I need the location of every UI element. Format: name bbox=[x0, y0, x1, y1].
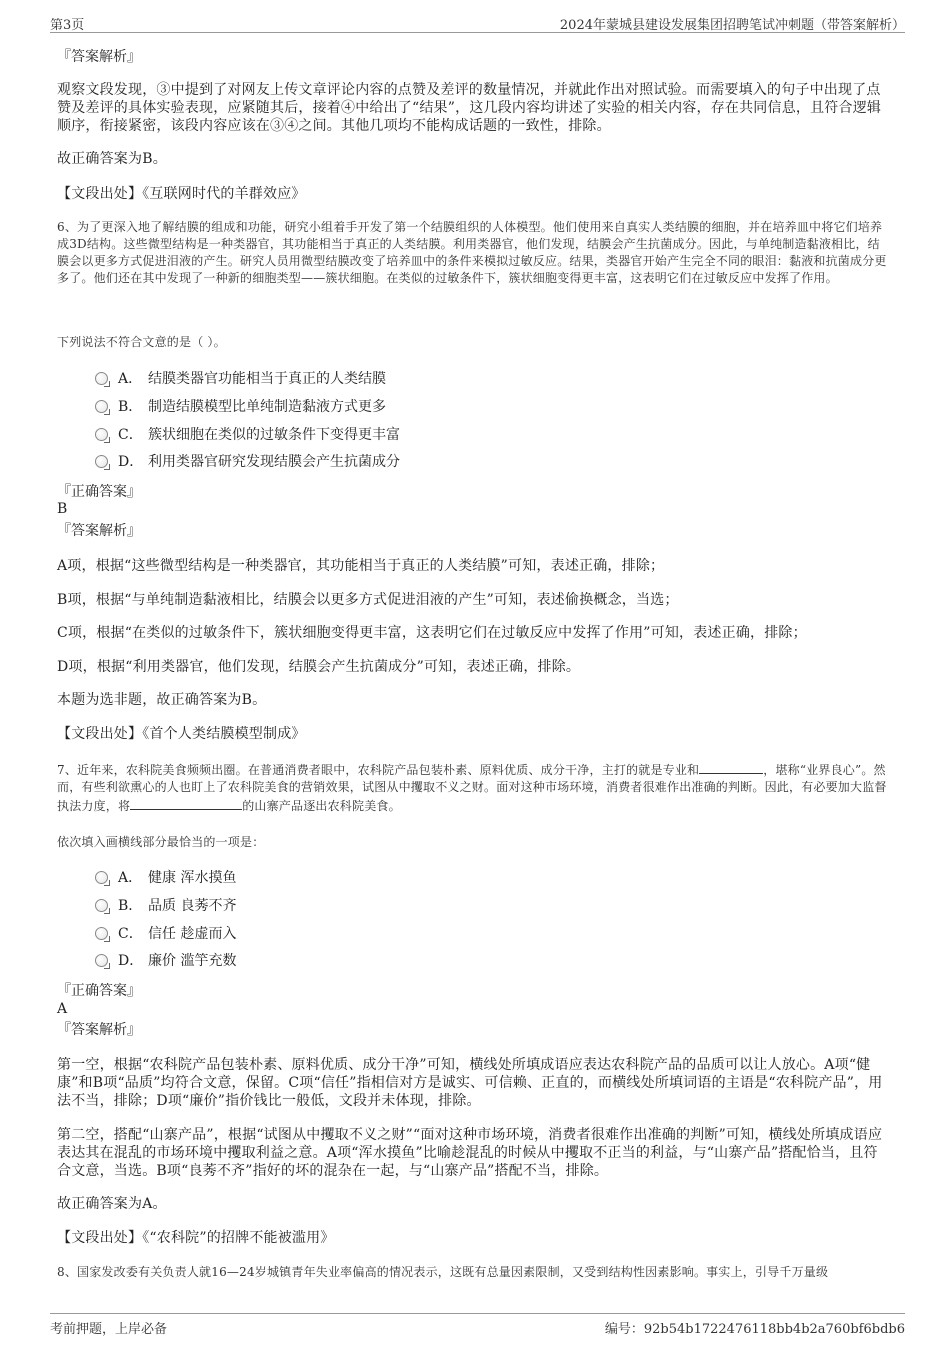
q6-analysis-b: B项，根据“与单纯制造黏液相比，结膜会以更多方式促进泪液的产生”可知，表述偷换概念，当选； bbox=[57, 592, 679, 608]
radio-icon[interactable] bbox=[95, 400, 108, 413]
radio-icon[interactable] bbox=[95, 428, 108, 441]
q6-option-a[interactable]: A． 结膜类器官功能相当于真正的人类结膜 bbox=[95, 369, 386, 389]
q6-option-d[interactable]: D． 利用类器官研究发现结膜会产生抗菌成分 bbox=[95, 452, 400, 472]
document-title: 2024年蒙城县建设发展集团招聘笔试冲刺题（带答案解析） bbox=[559, 18, 905, 33]
footer-slogan: 考前押题，上岸必备 bbox=[50, 1322, 168, 1337]
radio-icon[interactable] bbox=[95, 372, 108, 385]
q6-source: 【文段出处】《首个人类结膜模型制成》 bbox=[57, 726, 306, 742]
q6-option-c[interactable]: C． 簇状细胞在类似的过敏条件下变得更丰富 bbox=[95, 425, 400, 445]
q7-option-b[interactable]: B． 品质 良莠不齐 bbox=[95, 896, 236, 916]
q7-option-a[interactable]: A． 健康 浑水摸鱼 bbox=[95, 868, 236, 888]
document-id: 编号：92b54b1722476118bb4b2a760bf6bdb6 bbox=[604, 1322, 905, 1337]
q6-analysis-a: A项，根据“这些微型结构是一种类器官，其功能相当于真正的人类结膜”可知，表述正确，排除； bbox=[57, 558, 665, 574]
q6-stem: 6、为了更深入地了解结膜的组成和功能，研究小组着手开发了第一个结膜组织的人体模型。他们使用来自真实人类结膜的细胞，并在培养皿中将它们培养成3D结构。这些微型结构是一种类器官，其功能相当于真正的人类结膜。利用类器官，他们发现，结膜会产生抗菌成分。因此，与单纯制造黏液相比，结膜会以更多方式促进泪液的产生。研究人员用微型结膜改变了培养皿中的条件来模拟过敏反应。结果，类器官开始产生完全不同的眼泪：黏液和抗菌成分更多了。他们还在其中发现了一种新的细胞类型——簇状细胞。在类似的过敏条件下，簇状细胞变得更丰富，这表明它们在过敏反应中发挥了作用。 bbox=[57, 220, 887, 285]
q7-option-c[interactable]: C． 信任 趁虚而入 bbox=[95, 924, 236, 944]
q5-analysis-p1: 观察文段发现，③中提到了对网友上传文章评论内容的点赞及差评的数量情况，并就此作出对照试验。而需要填入的句子中出现了点赞及差评的具体实验表现，应紧随其后，接着④中给出了“结果”，这几段内容均讲述了实验的相关内容，存在共同信息，且符合逻辑顺序，衔接紧密，该段内容应该在③④之间。其他几项均不能构成话题的一致性，排除。 bbox=[57, 82, 882, 134]
q7-answer: A bbox=[57, 1001, 68, 1017]
page-header bbox=[50, 14, 905, 33]
q6-analysis-d: D项，根据“利用类器官，他们发现，结膜会产生抗菌成分”可知，表述正确，排除。 bbox=[57, 659, 581, 675]
blank-2 bbox=[130, 796, 242, 810]
q5-analysis-label: 『答案解析』 bbox=[57, 49, 141, 65]
q7-question: 依次填入画横线部分最恰当的一项是： bbox=[57, 835, 265, 849]
radio-icon[interactable] bbox=[95, 455, 108, 468]
q7-analysis-p3: 故正确答案为A。 bbox=[57, 1196, 167, 1212]
page-footer bbox=[50, 1313, 905, 1336]
q7-analysis-p2: 第二空，搭配“山寨产品”，根据“试图从中攫取不义之财”“面对这种市场环境，消费者很难作出准确的判断”可知，横线处所填成语应表达其在混乱的市场环境中攫取利益之意。A项“浑水摸鱼”比喻趁混乱的时候从中攫取不正当的利益，与“山寨产品”搭配恰当，且符合文意，当选。B项“良莠不齐”指好的坏的混杂在一起，与“山寨产品”搭配不当，排除。 bbox=[57, 1127, 883, 1179]
q6-analysis-label: 『答案解析』 bbox=[57, 523, 141, 539]
radio-icon[interactable] bbox=[95, 954, 108, 967]
page-number: 第3页 bbox=[50, 18, 85, 33]
q6-answer-label: 『正确答案』 bbox=[57, 484, 141, 500]
q7-analysis-p1: 第一空，根据“农科院产品包装朴素、原料优质、成分干净”可知，横线处所填成语应表达农科院产品的品质可以让人放心。A项“健康”和B项“品质”均符合文意，保留。C项“信任”指相信对方是诚实、可信赖、正直的，而横线处所填词语的主语是“农科院产品”，用法不当，排除；D项“廉价”指价钱比一般低，文段并未体现，排除。 bbox=[57, 1057, 883, 1109]
q6-answer: B bbox=[57, 501, 68, 517]
q7-option-d[interactable]: D． 廉价 滥竽充数 bbox=[95, 951, 236, 971]
q6-question: 下列说法不符合文意的是（ ）。 bbox=[57, 335, 226, 349]
q8-stem: 8、国家发改委有关负责人就16—24岁城镇青年失业率偏高的情况表示，这既有总量因素限制，又受到结构性因素影响。事实上，引导千万量级 bbox=[57, 1265, 829, 1279]
radio-icon[interactable] bbox=[95, 871, 108, 884]
q6-option-b[interactable]: B． 制造结膜模型比单纯制造黏液方式更多 bbox=[95, 397, 386, 417]
blank-1 bbox=[699, 760, 763, 774]
q7-analysis-label: 『答案解析』 bbox=[57, 1022, 141, 1038]
q5-analysis-p2: 故正确答案为B。 bbox=[57, 151, 167, 167]
q6-analysis-conclusion: 本题为选非题，故正确答案为B。 bbox=[57, 692, 267, 708]
q7-source: 【文段出处】《“农科院”的招牌不能被滥用》 bbox=[57, 1230, 335, 1246]
radio-icon[interactable] bbox=[95, 927, 108, 940]
q6-analysis-c: C项，根据“在类似的过敏条件下，簇状细胞变得更丰富，这表明它们在过敏反应中发挥了作用”可知，表述正确，排除； bbox=[57, 625, 807, 641]
q7-answer-label: 『正确答案』 bbox=[57, 983, 141, 999]
q5-source: 【文段出处】《互联网时代的羊群效应》 bbox=[57, 186, 306, 202]
q7-stem: 7、近年来，农科院美食频频出圈。在普通消费者眼中，农科院产品包装朴素、原料优质、成分干净，主打的就是专业和 ，堪称“业界良心”。然而，有些利欲熏心的人也盯上了农科院美食的营销效果，试图从中攫取不义之财。面对这种市场环境，消费者很难作出准确的判断。因此，有必要加大监督执法力度，将 的山寨产品逐出农科院美食。 bbox=[57, 760, 890, 815]
radio-icon[interactable] bbox=[95, 899, 108, 912]
